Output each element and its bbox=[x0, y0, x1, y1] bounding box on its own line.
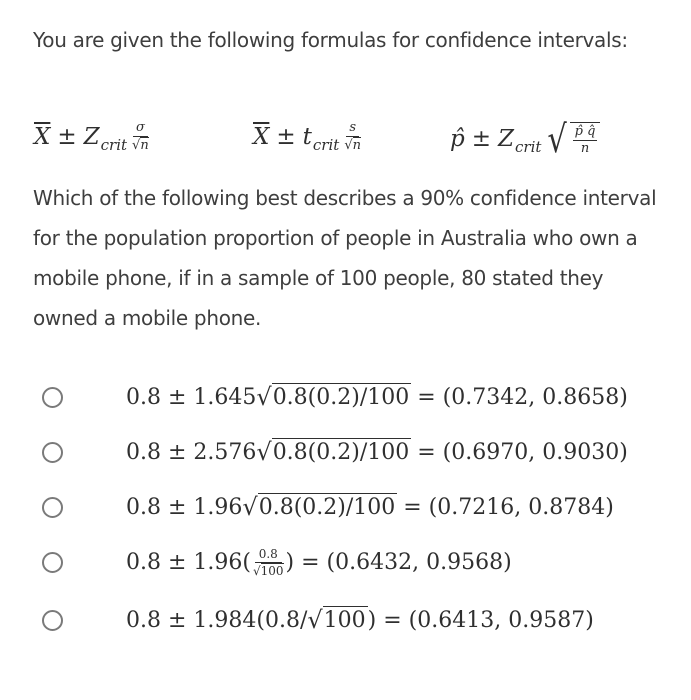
option-5[interactable] bbox=[0, 600, 691, 640]
radio-button[interactable] bbox=[42, 552, 63, 573]
sqrt-icon: √ bbox=[256, 383, 272, 411]
option-label: 0.8 ± 2.576 √ 0.8(0.2)/100 = (0.6970, 0.9030) bbox=[126, 438, 628, 466]
crit-subscript: crit bbox=[312, 135, 340, 154]
option-2[interactable] bbox=[0, 432, 691, 472]
fraction-denominator: n bbox=[580, 140, 590, 156]
radio-button[interactable] bbox=[42, 387, 63, 408]
radio-button[interactable] bbox=[42, 442, 63, 463]
sqrt-icon: √ bbox=[307, 606, 323, 634]
fraction-numerator: σ bbox=[133, 120, 148, 137]
fraction: $\frac{0.8}{√100}$ bbox=[252, 546, 284, 578]
fraction-numerator: s bbox=[346, 120, 359, 137]
option-label: 0.8 ± 1.645 √ 0.8(0.2)/100 = (0.7342, 0.8658) bbox=[126, 383, 628, 411]
sqrt-icon: √ bbox=[344, 138, 353, 153]
option-label: 0.8 ± 1.984(0.8/ √ 100 ) = (0.6413, 0.9587) bbox=[126, 606, 594, 634]
formula-z-proportion bbox=[450, 117, 600, 161]
plus-minus: ± bbox=[276, 123, 296, 150]
intro-text: You are given the following formulas for confidence intervals: bbox=[33, 28, 628, 52]
sqrt-icon: √ bbox=[132, 138, 141, 153]
plus-minus: ± bbox=[471, 126, 492, 152]
option-1[interactable] bbox=[0, 377, 691, 417]
option-4[interactable] bbox=[0, 542, 691, 582]
fraction-denominator: √n bbox=[132, 138, 149, 153]
option-3[interactable] bbox=[0, 487, 691, 527]
fraction-denominator: √n bbox=[344, 138, 361, 153]
square-root: √ 0.8(0.2)/100 bbox=[242, 493, 396, 521]
question-text: Which of the following best describes a 90% confidence interval for the population proportion of people in Australia who own a mobile phone, if in a sample of 100 people, 80 stated they owned a mobile phone. bbox=[33, 186, 657, 330]
formula-z-mean bbox=[34, 120, 149, 153]
square-root: √ 0.8(0.2)/100 bbox=[256, 383, 410, 411]
sqrt-icon: √ bbox=[242, 493, 258, 521]
square-root: √ 0.8(0.2)/100 bbox=[256, 438, 410, 466]
crit-subscript: crit bbox=[515, 138, 542, 156]
formula-lhs: $\overline{X}$ bbox=[253, 123, 270, 150]
square-root: √ 100 bbox=[307, 606, 366, 634]
sqrt-icon: √ bbox=[256, 438, 272, 466]
square-root bbox=[545, 117, 600, 161]
formula-lhs: p̂ bbox=[450, 126, 465, 152]
fraction bbox=[132, 120, 149, 153]
option-label: 0.8 ± 1.96( $\frac{0.8}{√100}$ ) = (0.6432, 0.9568) bbox=[126, 546, 512, 578]
formula-lhs: $\overline{X}$ bbox=[34, 123, 51, 150]
radio-button[interactable] bbox=[42, 497, 63, 518]
plus-minus: ± bbox=[57, 123, 77, 150]
sqrt-icon: √ bbox=[547, 117, 568, 161]
radio-button[interactable] bbox=[42, 610, 63, 631]
fraction-numerator: p̂ q̂ bbox=[574, 123, 596, 139]
sqrt-icon: √ bbox=[252, 563, 261, 578]
crit-symbol: t bbox=[302, 123, 312, 150]
crit-symbol: Z bbox=[83, 123, 100, 150]
crit-symbol: Z bbox=[498, 126, 514, 152]
formula-t-mean bbox=[253, 120, 361, 153]
fraction bbox=[344, 120, 361, 153]
crit-subscript: crit bbox=[100, 135, 128, 154]
option-label: 0.8 ± 1.96 √ 0.8(0.2)/100 = (0.7216, 0.8784) bbox=[126, 493, 614, 521]
